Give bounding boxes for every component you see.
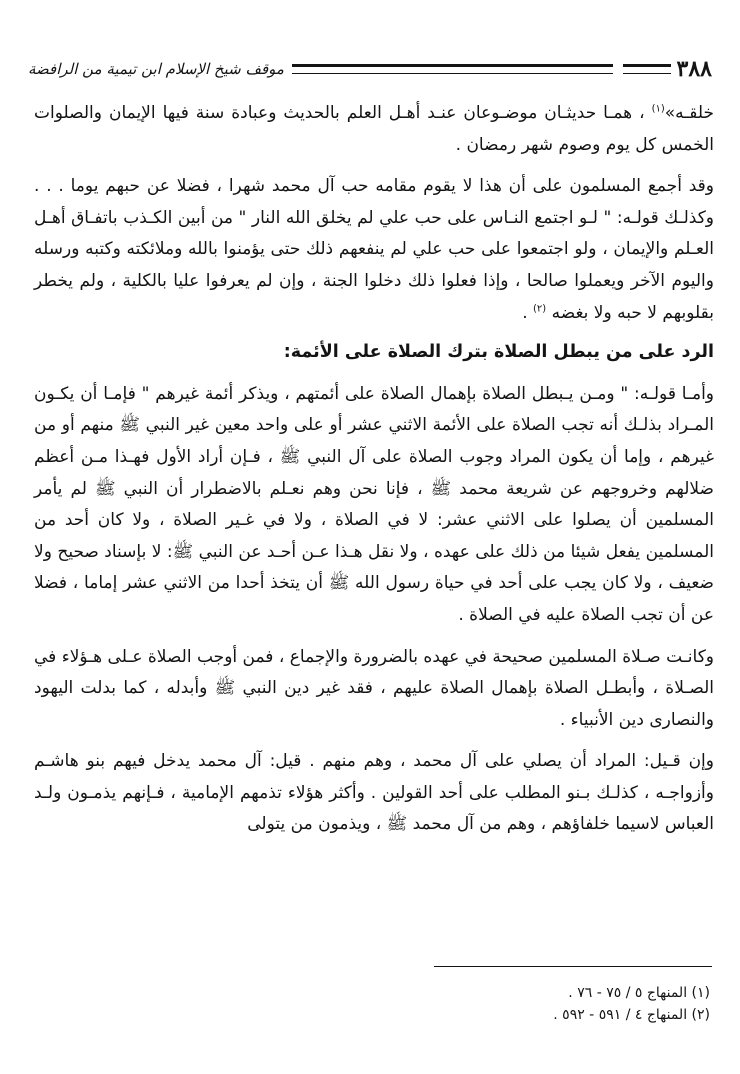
section-heading: الرد على من يبطل الصلاة بترك الصلاة على الأئمة: (283, 342, 714, 363)
footnote-2: (٢) المنهاج ٤ / ٥٩١ - ٥٩٢ . (553, 1007, 710, 1023)
footnotes (34, 982, 710, 1026)
paragraph-3: وأمـا قولـه: " ومـن يـبطل الصلاة بإهمال الصلاة على أئمتهم ، ويذكر أئمة غيرهم " فإمـا أن يكـون المـراد بذلـك أنه تجب الصلاة على الأئمة الاثني عشر أو على واحد معين غير النبي ﷺ منهم أو من غيرهم ، وإما أن يكون المراد وجوب الصلاة على آل النبي ﷺ ، فـإن أراد الأول فهـذا مـن أعظم ضلالهم وخروجهم عن شريعة محمد ﷺ ، فإنا نحن وهم نعـلم بالاضطرار أن النبي ﷺ لم يأمر المسلمين أن يصلوا على الاثني عشر: لا في الصلاة ، ولا في غـير الصلاة ، ولا كان أحد من المسلمين يفعل شيئا من ذلك على عهده ، ولا نقل هـذا عـن أحـد عن النبي ﷺ: لا بإسناد صحيح ولا ضعيف ، ولا كان يجب على أحد في حياة رسول الله ﷺ أن يتخذ أحدا من الاثني عشر إماما ، فضلا عن أن تجب الصلاة عليه في الصلاة . (34, 383, 714, 625)
header-rule-short (623, 64, 671, 74)
header-rule-long (292, 64, 613, 74)
footnote-ref-1: (١) (651, 103, 665, 115)
paragraph-4: وكانـت صـلاة المسلمين صحيحة في عهده بالضرورة والإجماع ، فمن أوجب الصلاة عـلى هـؤلاء في الصـلاة ، وأبطـل الصلاة بإهمال الصلاة عليهم ، فقد غير دين النبي ﷺ وأبدله ، كما بدلت اليهود والنصارى دين الأنبياء . (34, 646, 714, 730)
paragraph-1: خلقـه»$^{(١)}$ ، همـا حديثـان موضـوعان عنـد أهـل العلم بالحديث وعبادة سنة فيها الإيمان والصلوات الخمس كل يوم وصوم شهر رمضان . (34, 103, 714, 155)
footnote-ref-2: (٢) (533, 302, 547, 314)
page-header (28, 52, 712, 86)
main-text (34, 98, 714, 841)
running-title: موقف شيخ الإسلام ابن تيمية من الرافضة (28, 60, 284, 78)
page-number: ٣٨٨ (676, 56, 712, 82)
footnote-separator (434, 966, 712, 967)
paragraph-5: وإن قـيل: المراد أن يصلي على آل محمد ، وهم منهم . قيل: آل محمد يدخل فيهم بنو هاشـم وأزواجـه ، كذلـك بـنو المطلب على أحد القولين . وأكثر هؤلاء تذمهم الإمامية ، فـإنهم يذمـون ولـد العباس لاسيما خلفاؤهم ، وهم من آل محمد ﷺ ، ويذمون من يتولى (34, 751, 714, 835)
paragraph-2: وقد أجمع المسلمون على أن هذا لا يقوم مقامه حب آل محمد شهرا ، فضلا عن حبهم يوما . . . وكذلـك قولـه: " لـو اجتمع النـاس على حب علي لم يخلق الله النار " من أبين الكـذب باتفـاق أهـل العـلم والإيمان ، ولو اجتمعوا على حب علي لم ينفعهم ذلك حتى يؤمنوا بالله وملائكته وكتبه ورسله واليوم الآخر ويعملوا صالحا ، وإذا فعلوا ذلك دخلوا الجنة ، وإن لم يعرفوا عليا بالكلية ، ولم يخطر بقلوبهم لا حبه ولا بغضه $^{(٢)}$ . (34, 176, 714, 323)
footnote-1: (١) المنهاج ٥ / ٧٥ - ٧٦ . (568, 985, 710, 1001)
